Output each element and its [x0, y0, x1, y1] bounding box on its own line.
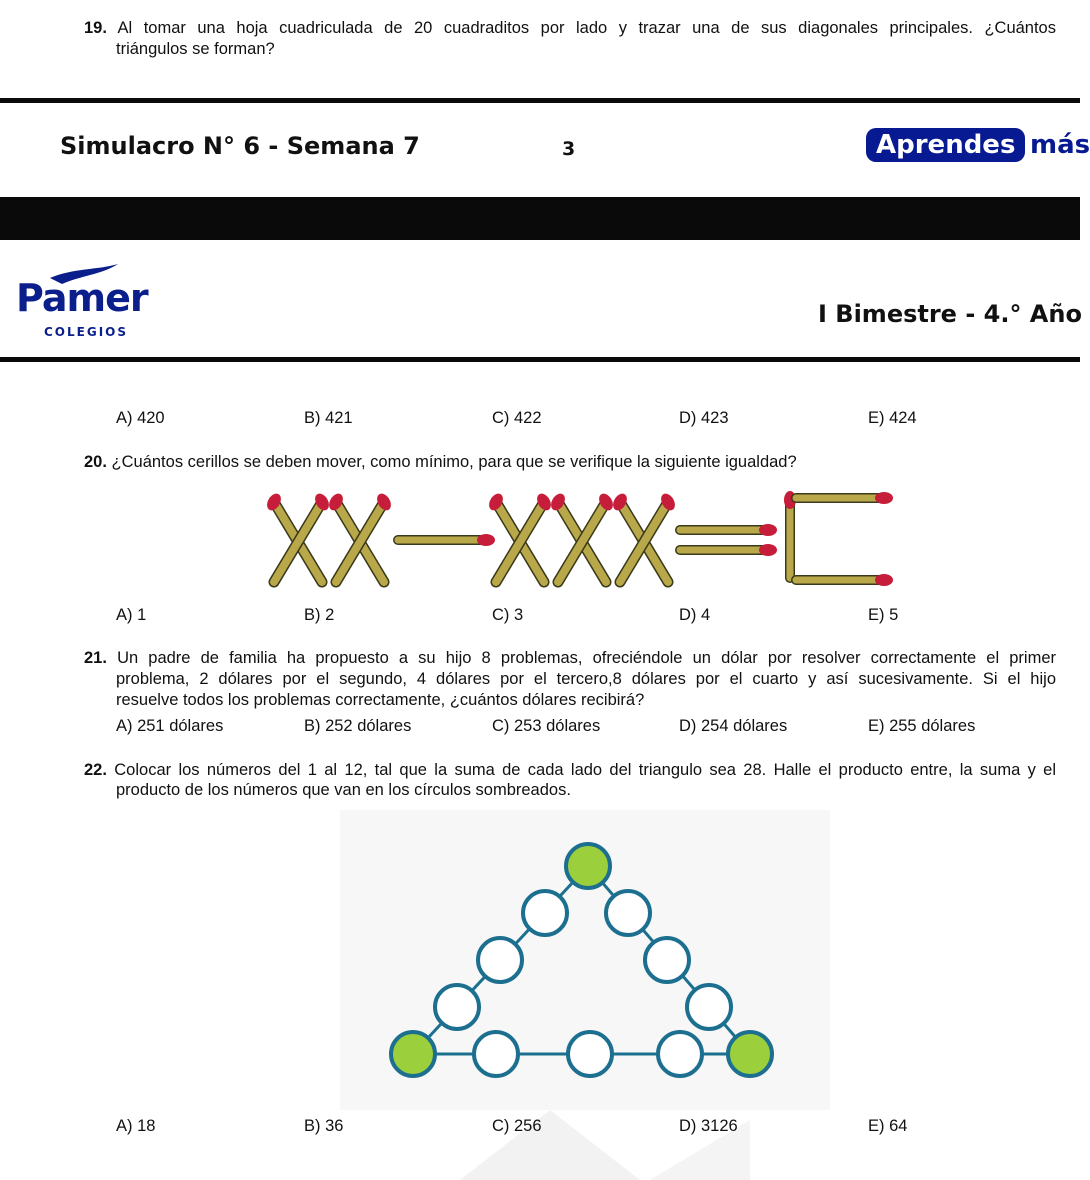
match-x3: [486, 491, 554, 582]
header-dark-band: [0, 197, 1080, 240]
q21-option-e[interactable]: E) 255 dólares: [868, 717, 976, 735]
circle-triangle-figure: [340, 810, 830, 1110]
match-x5: [610, 491, 678, 582]
q22-option-c[interactable]: C) 256: [492, 1117, 542, 1135]
logo-subtitle: COLEGIOS: [44, 325, 129, 339]
bimester-label: I Bimestre - 4.° Año: [818, 300, 1082, 328]
q21-option-c[interactable]: C) 253 dólares: [492, 717, 601, 735]
match-x2: [326, 491, 394, 582]
q20-option-b[interactable]: B) 2: [304, 606, 335, 624]
q22-line1: 22. Colocar los números del 1 al 12, tal que la suma de cada lado del triangulo sea 28. Halle el producto entre, la suma y el: [84, 761, 1056, 779]
header-bottom-rule: [0, 357, 1080, 362]
q21-line1: 21. Un padre de familia ha propuesto a su hijo 8 problemas, ofreciéndole un dólar por resolver correctamente el primer: [84, 649, 1056, 667]
logo-name: Pamer: [16, 276, 148, 320]
matchstick-equation-figure: [260, 490, 900, 590]
q19-option-a[interactable]: A) 420: [116, 409, 165, 427]
match-x1: [264, 491, 332, 582]
circle-bottom-1: [474, 1032, 518, 1076]
q20-option-a[interactable]: A) 1: [116, 606, 147, 624]
header-top-rule: [0, 98, 1080, 103]
match-x4: [548, 491, 616, 582]
aprendes-badge: Aprendes: [866, 128, 1025, 162]
watermark-shape: [420, 1100, 760, 1180]
circle-right-3: [687, 985, 731, 1029]
circle-right-2: [645, 938, 689, 982]
q21-number: 21.: [84, 649, 107, 667]
q22-option-a[interactable]: A) 18: [116, 1117, 156, 1135]
q19-line1: 19. Al tomar una hoja cuadriculada de 20 cuadraditos por lado y trazar una de sus diagonales principales. ¿Cuántos: [84, 19, 1056, 37]
match-minus: [398, 534, 495, 546]
circle-left-3: [435, 985, 479, 1029]
circle-left-1: [523, 891, 567, 935]
page-number: 3: [562, 138, 576, 160]
q20-option-d[interactable]: D) 4: [679, 606, 711, 624]
q21-option-b[interactable]: B) 252 dólares: [304, 717, 412, 735]
match-bracket: [784, 491, 893, 586]
q20-option-c[interactable]: C) 3: [492, 606, 524, 624]
q22-line2: producto de los números que van en los círculos sombreados.: [116, 781, 571, 799]
q22-option-e[interactable]: E) 64: [868, 1117, 908, 1135]
q21-option-d[interactable]: D) 254 dólares: [679, 717, 788, 735]
q22-option-d[interactable]: D) 3126: [679, 1117, 738, 1135]
q22-number: 22.: [84, 761, 107, 779]
aprendes-suffix: más: [1030, 130, 1090, 160]
circle-right-1: [606, 891, 650, 935]
q19-option-c[interactable]: C) 422: [492, 409, 542, 427]
q21-option-a[interactable]: A) 251 dólares: [116, 717, 224, 735]
circle-bottom-2: [568, 1032, 612, 1076]
q21-line3: resuelve todos los problemas correctamente, ¿cuántos dólares recibirá?: [116, 691, 645, 709]
q20-text: 20. ¿Cuántos cerillos se deben mover, como mínimo, para que se verifique la siguiente igualdad?: [84, 453, 797, 471]
q19-option-d[interactable]: D) 423: [679, 409, 729, 427]
circle-bottom-3: [658, 1032, 702, 1076]
circle-top-shaded: [566, 844, 610, 888]
circle-left-2: [478, 938, 522, 982]
q20-option-e[interactable]: E) 5: [868, 606, 899, 624]
match-equals: [680, 524, 777, 556]
circle-bottom-left-shaded: [391, 1032, 435, 1076]
q22-option-b[interactable]: B) 36: [304, 1117, 344, 1135]
q20-number: 20.: [84, 453, 107, 471]
page-title: Simulacro N° 6 - Semana 7: [60, 132, 420, 160]
q19-option-b[interactable]: B) 421: [304, 409, 353, 427]
q19-option-e[interactable]: E) 424: [868, 409, 917, 427]
q19-line2: triángulos se forman?: [116, 40, 275, 58]
circle-bottom-right-shaded: [728, 1032, 772, 1076]
q19-number: 19.: [84, 19, 107, 37]
q21-line2: problema, 2 dólares por el segundo, 4 dólares por el tercero,8 dólares por el cuarto y así sucesivamente. Si el hijo: [116, 670, 1056, 688]
